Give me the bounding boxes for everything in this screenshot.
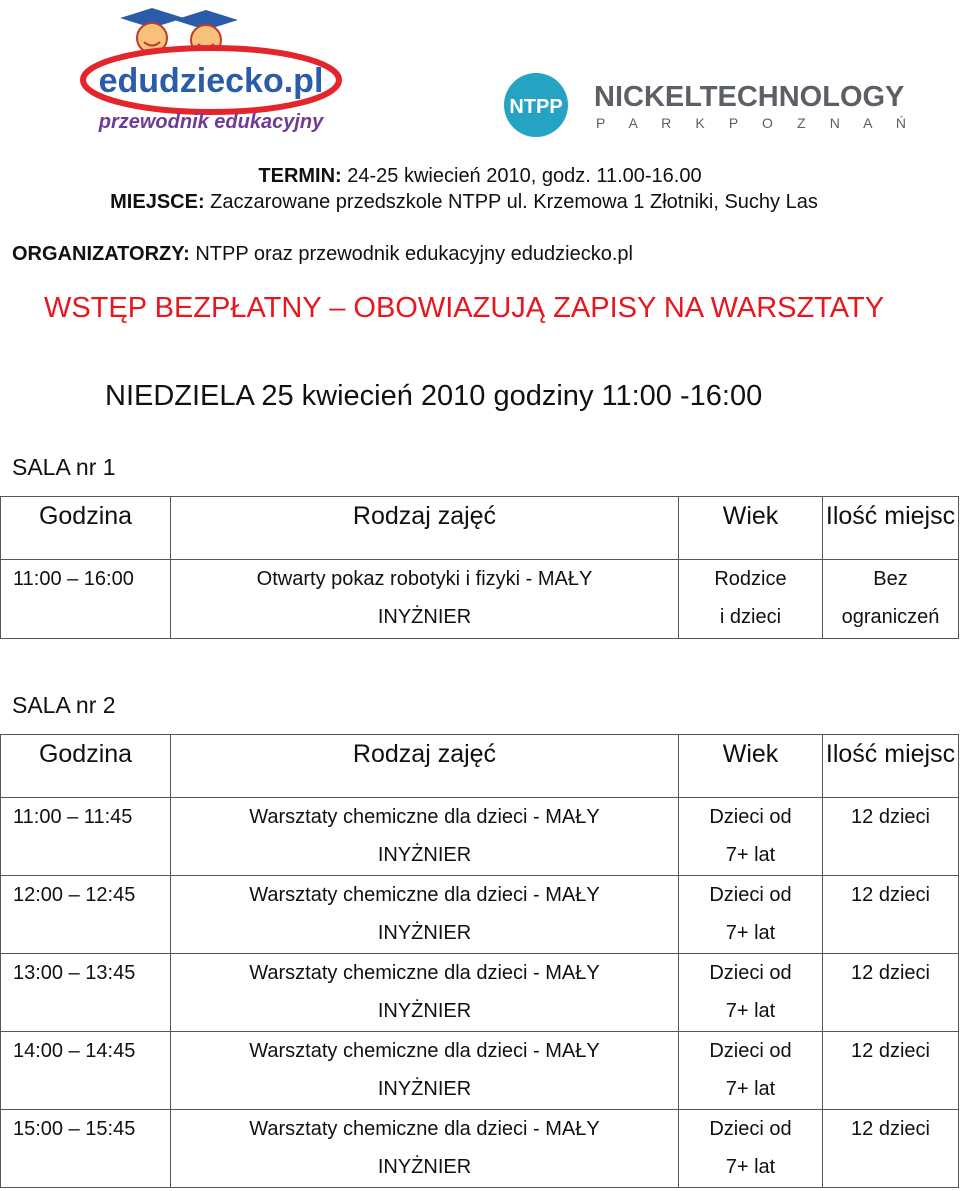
table-header-row	[1, 735, 959, 798]
header-activity: Rodzaj zajęć	[171, 735, 679, 798]
row-activity: Otwarty pokaz robotyki i fizyki - MAŁY INYŻNIER	[171, 560, 679, 639]
table-row	[1, 798, 959, 876]
row-age: Dzieci od 7+ lat	[679, 954, 823, 1032]
row-activity: Warsztaty chemiczne dla dzieci - MAŁY INYŻNIER	[171, 1032, 679, 1110]
row-age: Rodzice i dzieci	[679, 560, 823, 639]
header-time: Godzina	[1, 497, 171, 560]
miejsce-label: MIEJSCE:	[110, 191, 205, 213]
row-time: 11:00 – 11:45	[1, 798, 171, 876]
edudziecko-logo	[80, 4, 342, 136]
sala-2-title: SALA nr 2	[12, 692, 116, 718]
organizers-line	[12, 243, 633, 266]
row-seats: 12 dzieci	[823, 876, 959, 954]
header-age: Wiek	[679, 497, 823, 560]
header-time: Godzina	[1, 735, 171, 798]
ntpp-logo	[502, 72, 922, 138]
table-row	[1, 1110, 959, 1188]
row-activity: Warsztaty chemiczne dla dzieci - MAŁY INYŻNIER	[171, 876, 679, 954]
edudziecko-tagline: przewodnik edukacyjny	[98, 111, 324, 133]
row-age: Dzieci od 7+ lat	[679, 1110, 823, 1188]
sala-1-table	[0, 496, 959, 639]
ntpp-mark: NTPP	[509, 96, 563, 118]
row-seats: 12 dzieci	[823, 1032, 959, 1110]
table-row	[1, 1032, 959, 1110]
termin-label: TERMIN:	[258, 165, 342, 187]
edudziecko-name: edudziecko.pl	[98, 62, 324, 100]
table-row	[1, 560, 959, 639]
organizers-value: NTPP oraz przewodnik edukacyjny edudziecko.pl	[189, 243, 633, 265]
miejsce-value: Zaczarowane przedszkole NTPP ul. Krzemowa 1 Złotniki, Suchy Las	[204, 191, 818, 213]
row-time: 12:00 – 12:45	[1, 876, 171, 954]
row-seats: 12 dzieci	[823, 954, 959, 1032]
ntpp-name: NICKELTECHNOLOGY	[594, 81, 905, 113]
table-row	[1, 954, 959, 1032]
row-age: Dzieci od 7+ lat	[679, 876, 823, 954]
row-age: Dzieci od 7+ lat	[679, 1032, 823, 1110]
row-time: 14:00 – 14:45	[1, 1032, 171, 1110]
table-row	[1, 876, 959, 954]
header-age: Wiek	[679, 735, 823, 798]
row-age: Dzieci od 7+ lat	[679, 798, 823, 876]
row-seats: 12 dzieci	[823, 1110, 959, 1188]
termin-line	[0, 165, 960, 188]
termin-value: 24-25 kwiecień 2010, godz. 11.00-16.00	[341, 165, 702, 187]
sala-1-title: SALA nr 1	[12, 454, 116, 480]
row-activity: Warsztaty chemiczne dla dzieci - MAŁY INYŻNIER	[171, 1110, 679, 1188]
row-activity: Warsztaty chemiczne dla dzieci - MAŁY INYŻNIER	[171, 798, 679, 876]
row-time: 15:00 – 15:45	[1, 1110, 171, 1188]
row-activity: Warsztaty chemiczne dla dzieci - MAŁY INYŻNIER	[171, 954, 679, 1032]
header-seats: Ilość miejsc	[823, 497, 959, 560]
header-seats: Ilość miejsc	[823, 735, 959, 798]
organizers-label: ORGANIZATORZY:	[12, 243, 190, 265]
table-header-row	[1, 497, 959, 560]
sala-2-table	[0, 734, 959, 1188]
row-seats: Bez ograniczeń	[823, 560, 959, 639]
row-seats: 12 dzieci	[823, 798, 959, 876]
ntpp-sub: P A R K P O Z N A Ń	[596, 115, 906, 131]
row-time: 13:00 – 13:45	[1, 954, 171, 1032]
free-entry-banner: WSTĘP BEZPŁATNY – OBOWIAZUJĄ ZAPISY NA WARSZTATY	[43, 292, 885, 324]
row-time: 11:00 – 16:00	[1, 560, 171, 639]
header-activity: Rodzaj zajęć	[171, 497, 679, 560]
miejsce-line	[0, 191, 928, 214]
day-heading: NIEDZIELA 25 kwiecień 2010 godziny 11:00 -16:00	[105, 380, 763, 412]
